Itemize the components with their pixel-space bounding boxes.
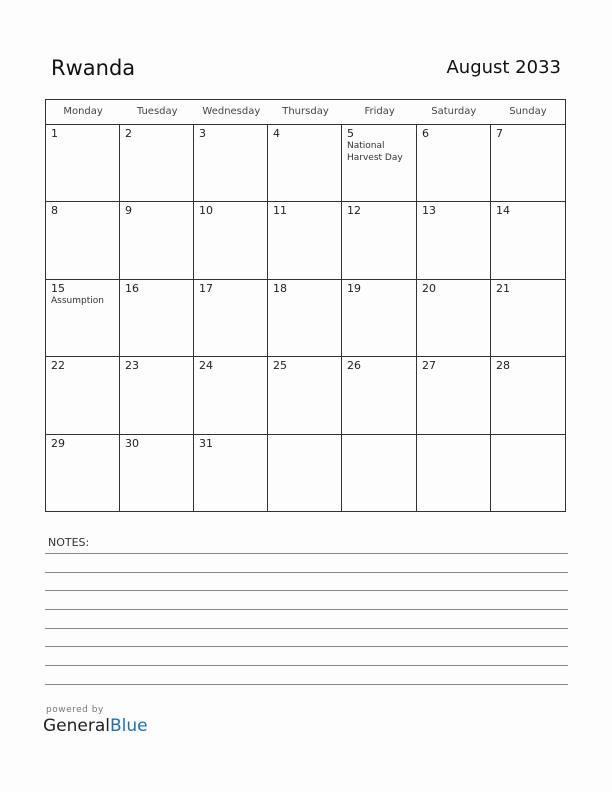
- brand-blue: Blue: [110, 716, 148, 736]
- weekday-header-row: [46, 100, 565, 125]
- day-number: 29: [51, 436, 65, 450]
- notes-line: [45, 665, 568, 666]
- calendar-grid: [45, 99, 566, 512]
- weekday-label: Thursday: [282, 106, 329, 117]
- day-cell: [491, 280, 565, 357]
- day-cell: [491, 202, 565, 279]
- day-number: 14: [496, 204, 510, 218]
- day-number: 19: [347, 281, 361, 295]
- day-number: 7: [496, 127, 503, 140]
- day-cell: [46, 435, 120, 512]
- weekday-label: Sunday: [509, 106, 547, 117]
- day-cell: [417, 125, 491, 202]
- day-cell: [342, 357, 417, 434]
- day-cell: [120, 202, 194, 279]
- generalblue-logo: [43, 716, 148, 736]
- day-cell: [194, 125, 268, 202]
- day-number: 23: [125, 359, 139, 373]
- day-cell: [46, 357, 120, 434]
- day-cell: [46, 280, 120, 357]
- day-cell: [268, 202, 342, 279]
- day-number: 1: [51, 127, 58, 140]
- notes-line: [45, 553, 568, 554]
- brand-general: General: [43, 716, 110, 736]
- weekday-label: Wednesday: [202, 106, 261, 117]
- day-cell: [417, 202, 491, 279]
- day-number: 8: [51, 204, 58, 218]
- day-number: 27: [422, 359, 436, 373]
- day-number: 18: [273, 281, 287, 295]
- day-number: 10: [199, 204, 213, 218]
- day-number: 15: [51, 281, 65, 295]
- day-cell: [194, 280, 268, 357]
- day-cell: [342, 125, 417, 202]
- day-number: 4: [273, 127, 280, 140]
- day-number: 6: [422, 127, 429, 140]
- day-cell: [417, 280, 491, 357]
- day-cell: [46, 202, 120, 279]
- calendar-days: [46, 125, 565, 512]
- powered-by-text: powered by: [46, 705, 104, 715]
- day-cell: [491, 125, 565, 202]
- day-cell: [417, 357, 491, 434]
- weekday-label: Saturday: [431, 106, 477, 117]
- day-number: 3: [199, 127, 206, 140]
- day-cell: [120, 435, 194, 512]
- day-number: 11: [273, 204, 287, 218]
- day-number: 30: [125, 436, 139, 450]
- day-cell: [417, 435, 491, 512]
- calendar-month-title: August 2033: [446, 57, 561, 78]
- day-cell: [194, 357, 268, 434]
- day-cell: [491, 357, 565, 434]
- notes-line: [45, 590, 568, 591]
- holiday-label: National Harvest Day: [347, 141, 403, 163]
- notes-line: [45, 572, 568, 573]
- day-number: 2: [125, 127, 132, 140]
- day-number: 17: [199, 281, 213, 295]
- holiday-label: Assumption: [51, 295, 104, 306]
- day-number: 31: [199, 436, 213, 450]
- day-number: 16: [125, 281, 139, 295]
- day-cell: [120, 357, 194, 434]
- notes-line: [45, 684, 568, 685]
- day-cell: [268, 357, 342, 434]
- notes-line: [45, 609, 568, 610]
- day-cell: [268, 280, 342, 357]
- weekday-label: Tuesday: [136, 106, 178, 117]
- weekday-label: Friday: [364, 106, 395, 117]
- day-cell: [46, 125, 120, 202]
- day-number: 22: [51, 359, 65, 373]
- notes-line: [45, 628, 568, 629]
- day-number: 25: [273, 359, 287, 373]
- day-number: 20: [422, 281, 436, 295]
- day-number: 12: [347, 204, 361, 218]
- day-cell: [491, 435, 565, 512]
- day-cell: [342, 202, 417, 279]
- day-number: 21: [496, 281, 510, 295]
- day-cell: [120, 125, 194, 202]
- weekday-label: Monday: [63, 106, 103, 117]
- notes-label: NOTES:: [48, 536, 90, 549]
- day-number: 24: [199, 359, 213, 373]
- calendar-country-title: Rwanda: [51, 56, 136, 80]
- day-cell: [194, 435, 268, 512]
- day-number: 9: [125, 204, 132, 218]
- day-cell: [268, 125, 342, 202]
- day-cell: [342, 280, 417, 357]
- day-number: 28: [496, 359, 510, 373]
- day-cell: [268, 435, 342, 512]
- day-cell: [120, 280, 194, 357]
- day-number: 5: [347, 127, 354, 140]
- day-cell: [194, 202, 268, 279]
- notes-line: [45, 646, 568, 647]
- day-number: 13: [422, 204, 436, 218]
- day-cell: [342, 435, 417, 512]
- day-number: 26: [347, 359, 361, 373]
